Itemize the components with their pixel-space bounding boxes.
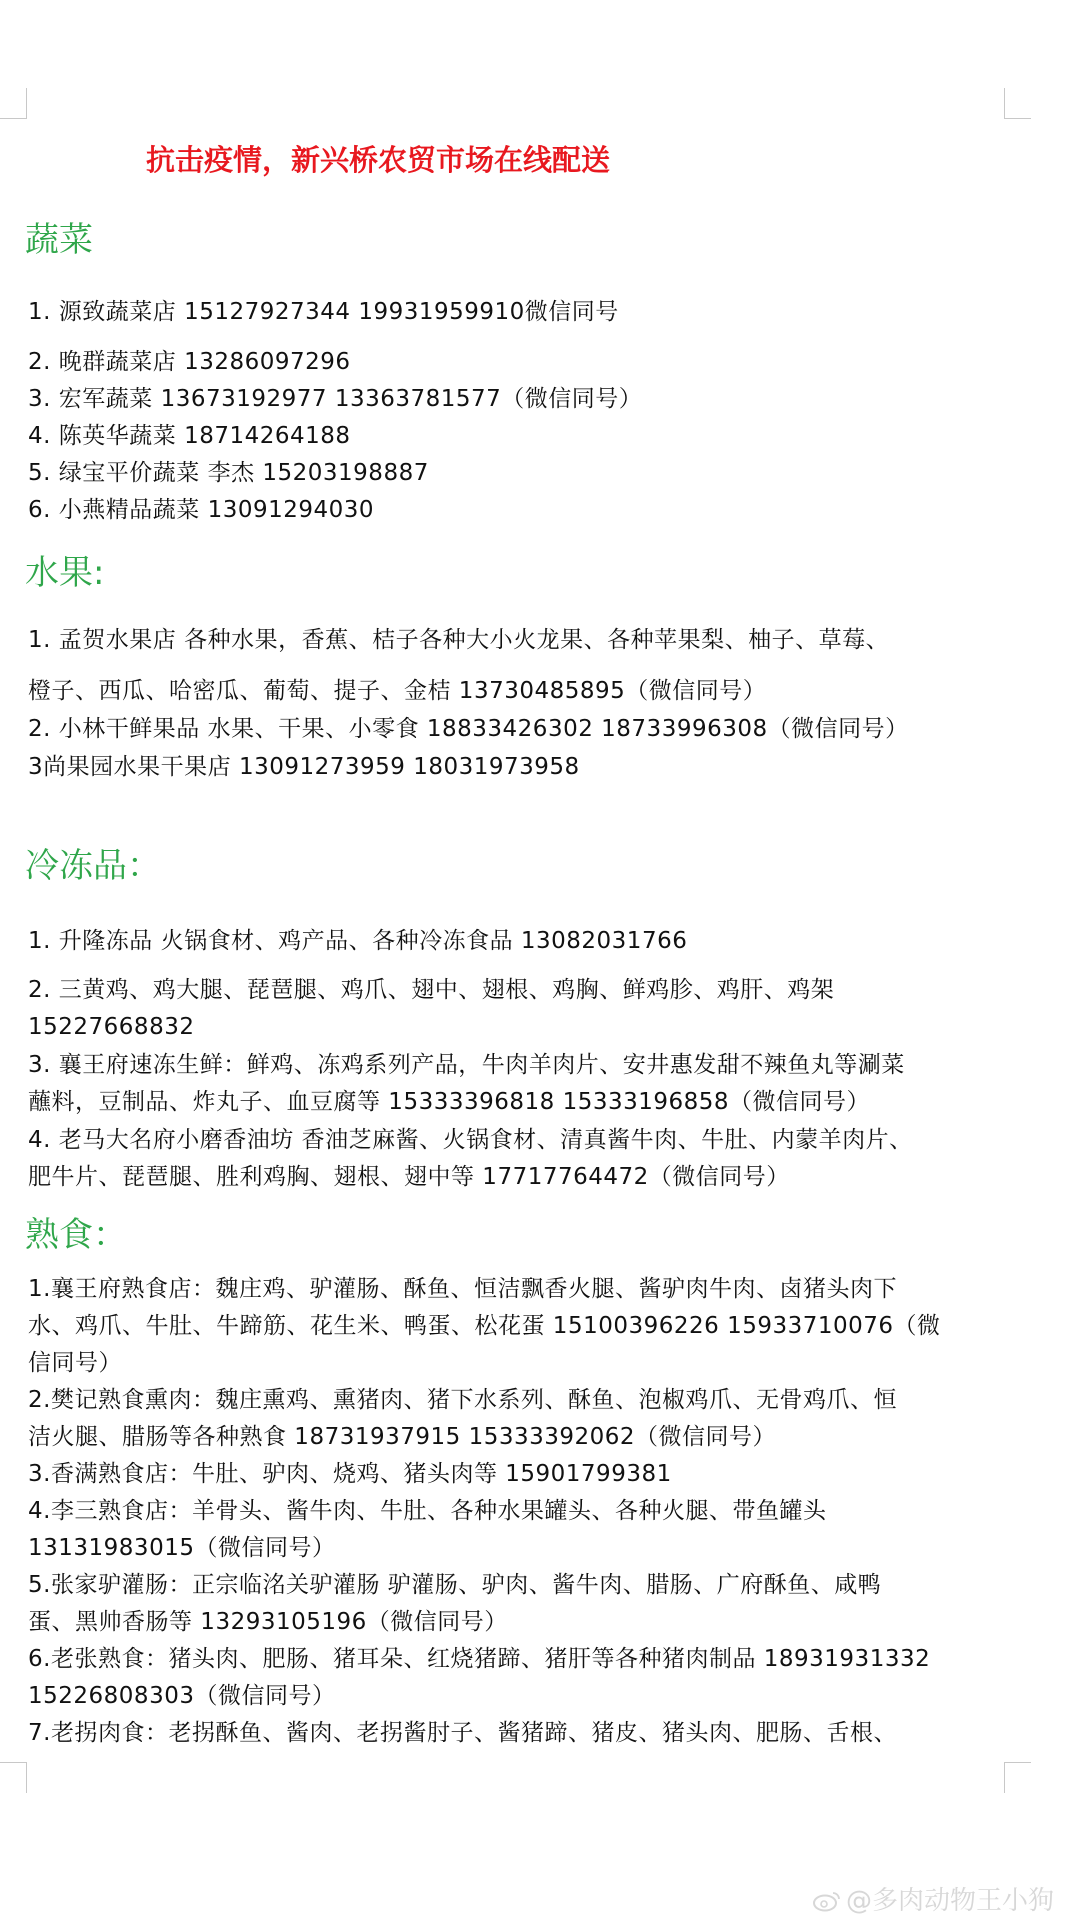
page-corner-mark-top-right (1004, 88, 1031, 119)
page-corner-mark-bottom-left (0, 1762, 27, 1793)
vegetable-item-2: 2. 晚群蔬菜店 13286097296 (28, 349, 351, 375)
cooked-item-5: 5.张家驴灌肠：正宗临洺关驴灌肠 驴灌肠、驴肉、酱牛肉、腊肠、广府酥鱼、咸鸭 (28, 1572, 882, 1598)
vegetable-item-4: 4. 陈英华蔬菜 18714264188 (28, 423, 351, 449)
vegetable-item-5: 5. 绿宝平价蔬菜 李杰 15203198887 (28, 460, 429, 486)
frozen-item-2: 2. 三黄鸡、鸡大腿、琵琶腿、鸡爪、翅中、翅根、鸡胸、鲜鸡胗、鸡肝、鸡架 (28, 977, 835, 1003)
cooked-item-6: 6.老张熟食：猪头肉、肥肠、猪耳朵、红烧猪蹄、猪肝等各种猪肉制品 18931931332 (28, 1646, 931, 1672)
section-heading-cooked: 熟食： (25, 1215, 127, 1255)
frozen-item-4: 4. 老马大名府小磨香油坊 香油芝麻酱、火锅食材、清真酱牛肉、牛肚、内蒙羊肉片、 (28, 1127, 913, 1153)
cooked-item-2-cont: 洁火腿、腊肠等各种熟食 18731937915 15333392062（微信同号） (28, 1424, 777, 1450)
cooked-item-1-cont2: 信同号） (28, 1350, 122, 1376)
frozen-item-1: 1. 升隆冻品 火锅食材、鸡产品、各种冷冻食品 13082031766 (28, 928, 688, 954)
cooked-item-2: 2.樊记熟食熏肉：魏庄熏鸡、熏猪肉、猪下水系列、酥鱼、泡椒鸡爪、无骨鸡爪、恒 (28, 1387, 897, 1413)
frozen-item-3: 3. 襄王府速冻生鲜：鲜鸡、冻鸡系列产品，牛肉羊肉片、安井惠发甜不辣鱼丸等涮菜 (28, 1052, 905, 1078)
fruit-item-2: 2. 小林干鲜果品 水果、干果、小零食 18833426302 18733996308（微信同号） (28, 716, 909, 742)
cooked-item-1: 1.襄王府熟食店：魏庄鸡、驴灌肠、酥鱼、恒洁飘香火腿、酱驴肉牛肉、卤猪头肉下 (28, 1276, 897, 1302)
vegetable-item-3: 3. 宏军蔬菜 13673192977 13363781577（微信同号） (28, 386, 643, 412)
section-heading-fruits: 水果: (25, 553, 105, 593)
page-corner-mark-top-left (0, 88, 27, 119)
weibo-icon (812, 1890, 842, 1912)
cooked-item-5-cont: 蛋、黑帅香肠等 13293105196（微信同号） (28, 1609, 508, 1635)
frozen-item-2-cont: 15227668832 (28, 1014, 195, 1040)
section-heading-vegetables: 蔬菜 (25, 220, 93, 260)
watermark (812, 1880, 1054, 1917)
watermark-text: @多肉动物王小狗 (845, 1886, 1054, 1916)
frozen-item-4-cont: 肥牛片、琵琶腿、胜利鸡胸、翅根、翅中等 17717764472（微信同号） (28, 1164, 790, 1190)
cooked-item-6-cont: 15226808303（微信同号） (28, 1683, 336, 1709)
frozen-item-3-cont: 蘸料，豆制品、炸丸子、血豆腐等 15333396818 15333196858（微信同号） (28, 1089, 871, 1115)
page-corner-mark-bottom-right (1004, 1762, 1031, 1793)
cooked-item-7: 7.老拐肉食：老拐酥鱼、酱肉、老拐酱肘子、酱猪蹄、猪皮、猪头肉、肥肠、舌根、 (28, 1720, 897, 1746)
vegetable-item-1: 1. 源致蔬菜店 15127927344 19931959910微信同号 (28, 299, 619, 325)
cooked-item-4-cont: 13131983015（微信同号） (28, 1535, 336, 1561)
document-title: 抗击疫情，新兴桥农贸市场在线配送 (146, 143, 611, 177)
fruit-item-1: 1. 孟贺水果店 各种水果，香蕉、桔子各种大小火龙果、各种苹果梨、柚子、草莓、 (28, 627, 890, 653)
fruit-item-3: 3尚果园水果干果店 13091273959 18031973958 (28, 754, 580, 780)
section-heading-frozen: 冷冻品： (25, 846, 161, 886)
cooked-item-1-cont: 水、鸡爪、牛肚、牛蹄筋、花生米、鸭蛋、松花蛋 15100396226 15933710076（微 (28, 1313, 941, 1339)
cooked-item-3: 3.香满熟食店：牛肚、驴肉、烧鸡、猪头肉等 15901799381 (28, 1461, 672, 1487)
fruit-item-1-cont: 橙子、西瓜、哈密瓜、葡萄、提子、金桔 13730485895（微信同号） (28, 678, 767, 704)
cooked-item-4: 4.李三熟食店：羊骨头、酱牛肉、牛肚、各种水果罐头、各种火腿、带鱼罐头 (28, 1498, 827, 1524)
vegetable-item-6: 6. 小燕精品蔬菜 13091294030 (28, 497, 375, 523)
